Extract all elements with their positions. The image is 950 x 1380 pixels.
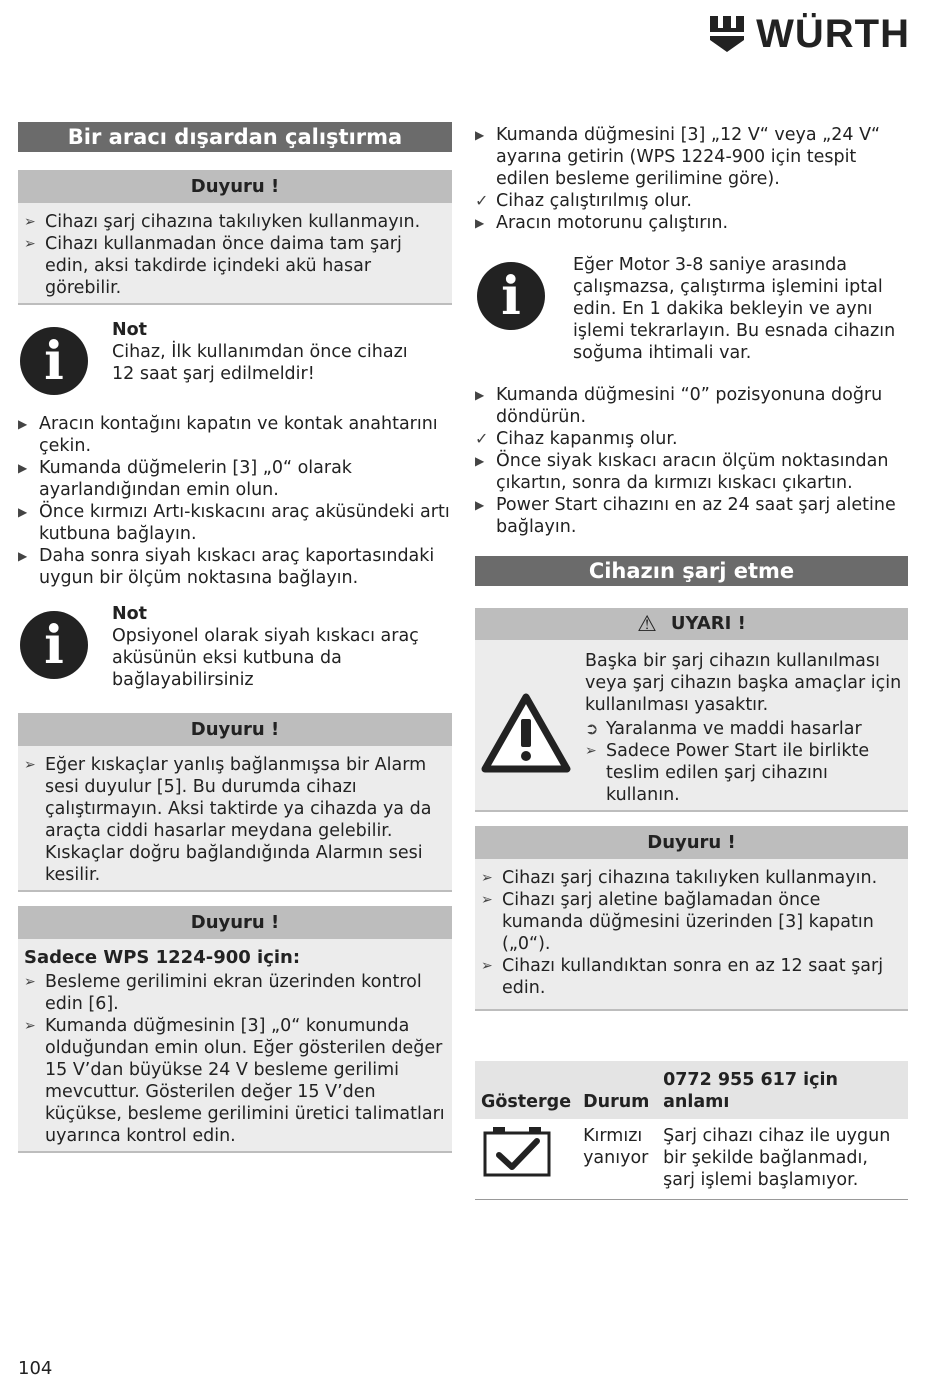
column-header: Durum bbox=[577, 1061, 657, 1119]
chevron-right-icon: ➢ bbox=[481, 892, 493, 908]
notice-item: ➢ Kumanda düğmesinin [3] „0“ konumunda olduğundan emin olun. Eğer gösterilen değer 15 V’dan büyükse 24 V besleme gerilimi mevcuttur. Gösterilen değer 15 V’den küçükse, besleme gerilimini üretici talimatları uyarınca kontrol edin. bbox=[24, 1016, 445, 1146]
section-title-external-start: Bir aracı dışardan çalıştırma bbox=[18, 122, 452, 152]
brand-name: WÜRTH bbox=[756, 12, 910, 56]
step-item: ▶ Power Start cihazını en az 24 saat şarj aletine bağlayın. bbox=[475, 495, 896, 537]
table-row bbox=[475, 1119, 908, 1200]
warning-icon: ⚠ bbox=[637, 612, 657, 637]
chevron-right-icon: ➢ bbox=[24, 1018, 36, 1034]
chevron-right-icon: ➢ bbox=[585, 743, 597, 759]
result-item: ✓ Cihaz çalıştırılmış olur. bbox=[475, 191, 692, 211]
notice-subtitle: Sadece WPS 1224-900 için: bbox=[24, 947, 301, 968]
step-item: ▶ Önce kırmızı Artı-kıskacını araç aküsündeki artı kutbuna bağlayın. bbox=[18, 502, 450, 544]
notice-title: Duyuru ! bbox=[18, 170, 452, 203]
notice-body bbox=[475, 859, 908, 1011]
step-item: ▶ Kumanda düğmesini [3] „12 V“ veya „24 V“ ayarına getirin (WPS 1224-900 için tespit edilen besleme gerilimine göre). bbox=[475, 125, 881, 189]
notice-item: ➢ Cihazı kullanmadan önce daima tam şarj edin, aksi takdirde içindeki akü hasar görebilir. bbox=[24, 234, 402, 298]
triangle-right-icon: ▶ bbox=[475, 128, 485, 142]
notice-title: Duyuru ! bbox=[18, 906, 452, 939]
steps-list bbox=[475, 124, 908, 234]
step-item: ▶ Aracın kontağını kapatın ve kontak anahtarını çekin. bbox=[18, 414, 438, 456]
triangle-right-icon: ▶ bbox=[18, 549, 28, 563]
battery-check-icon bbox=[481, 1125, 553, 1179]
arrow-right-icon: ➲ bbox=[585, 719, 599, 738]
column-header: Gösterge bbox=[475, 1061, 577, 1119]
notice-title: Duyuru ! bbox=[18, 713, 452, 746]
step-item: ▶ Aracın motorunu çalıştırın. bbox=[475, 213, 729, 233]
note-title: Not bbox=[112, 604, 148, 624]
chevron-right-icon: ➢ bbox=[481, 958, 493, 974]
warning-consequence: ➲ Yaralanma ve maddi hasarlar bbox=[585, 719, 862, 739]
notice-item: ➢ Eğer kıskaçlar yanlış bağlanmışsa bir Alarm sesi duyulur [5]. Bu durumda cihazı çalıştırmayın. Aksi taktirde ya cihazda ya da araçta ciddi hasarlar meydana gelebilir. Kıskaçlar doğru bağlandığında Alarmın sesi kesilir. bbox=[24, 755, 432, 885]
column-header: 0772 955 617 için anlamı bbox=[657, 1061, 908, 1119]
triangle-right-icon: ▶ bbox=[18, 417, 28, 431]
right-column bbox=[475, 124, 908, 1200]
indicator-cell bbox=[475, 1119, 577, 1200]
info-icon: i bbox=[477, 262, 545, 330]
notice-body bbox=[18, 203, 452, 305]
steps-list bbox=[475, 384, 908, 538]
triangle-right-icon: ▶ bbox=[475, 454, 485, 468]
note-text: Eğer Motor 3-8 saniye arasında çalışmazsa, çalıştırma işlemini iptal edin. En 1 dakika bekleyin ve aynı işlemi tekrarlayın. Bu esnada cihazın soğuma ihtimali var. bbox=[573, 255, 896, 363]
wurth-emblem-icon bbox=[708, 14, 746, 54]
notice-body bbox=[18, 939, 452, 1153]
notice-item: ➢ Cihazı kullandıktan sonra en az 12 saat şarj edin. bbox=[481, 956, 884, 998]
note-block-2 bbox=[18, 603, 452, 691]
notice-item: ➢ Besleme gerilimini ekran üzerinden kontrol edin [6]. bbox=[24, 972, 422, 1014]
info-note bbox=[475, 254, 908, 364]
notice-body bbox=[18, 746, 452, 892]
check-icon: ✓ bbox=[475, 191, 489, 210]
step-item: ▶ Kumanda düğmesini “0” pozisyonuna doğru döndürün. bbox=[475, 385, 883, 427]
notice-item: ➢ Cihazı şarj cihazına takılıyken kullanmayın. bbox=[24, 212, 421, 232]
step-item: ▶ Kumanda düğmelerin [3] „0“ olarak ayarlandığından emin olun. bbox=[18, 458, 352, 500]
left-column bbox=[18, 122, 452, 1153]
warning-action: ➢ Sadece Power Start ile birlikte teslim edilen şarj cihazını kullanın. bbox=[585, 741, 870, 805]
check-icon: ✓ bbox=[475, 429, 489, 448]
triangle-right-icon: ▶ bbox=[475, 388, 485, 402]
wurth-logo bbox=[708, 14, 910, 54]
meaning-cell: Şarj cihazı cihaz ile uygun bir şekilde bağlanmadı, şarj işlemi başlamıyor. bbox=[657, 1119, 908, 1200]
note-text: Cihaz, İlk kullanımdan önce cihazı 12 saat şarj edilmeldir! bbox=[112, 342, 408, 384]
note-title: Not bbox=[112, 320, 148, 340]
notice-box-3 bbox=[18, 906, 452, 1153]
warning-text: Başka bir şarj cihazın kullanılması veya şarj cihazın başka amaçlar için kullanılması yasaktır. bbox=[585, 651, 902, 715]
chevron-right-icon: ➢ bbox=[24, 214, 36, 230]
warning-box bbox=[475, 608, 908, 812]
result-item: ✓ Cihaz kapanmış olur. bbox=[475, 429, 678, 449]
notice-box-charging bbox=[475, 826, 908, 1011]
triangle-right-icon: ▶ bbox=[18, 461, 28, 475]
info-icon: i bbox=[20, 611, 88, 679]
notice-item: ➢ Cihazı şarj aletine bağlamadan önce kumanda düğmesini üzerinden [3] kapatın („0“). bbox=[481, 890, 874, 954]
step-item: ▶ Önce siyak kıskacı aracın ölçüm noktasından çıkartın, sonra da kırmızı kıskacı çıkartın. bbox=[475, 451, 889, 493]
step-item: ▶ Daha sonra siyah kıskacı araç kaportasındaki uygun bir ölçüm noktasına bağlayın. bbox=[18, 546, 435, 588]
info-icon: i bbox=[20, 327, 88, 395]
note-block-1 bbox=[18, 319, 452, 395]
indicator-table bbox=[475, 1061, 908, 1200]
notice-title: Duyuru ! bbox=[475, 826, 908, 859]
status-cell: Kırmızı yanıyor bbox=[577, 1119, 657, 1200]
triangle-right-icon: ▶ bbox=[475, 498, 485, 512]
triangle-right-icon: ▶ bbox=[475, 216, 485, 230]
notice-box-1 bbox=[18, 170, 452, 305]
chevron-right-icon: ➢ bbox=[24, 757, 36, 773]
chevron-right-icon: ➢ bbox=[481, 870, 493, 886]
warning-triangle-icon bbox=[481, 660, 571, 806]
warning-header: ⚠ UYARI ! bbox=[475, 608, 908, 640]
warning-body bbox=[475, 640, 908, 812]
chevron-right-icon: ➢ bbox=[24, 974, 36, 990]
triangle-right-icon: ▶ bbox=[18, 505, 28, 519]
chevron-right-icon: ➢ bbox=[24, 236, 36, 252]
notice-box-2 bbox=[18, 713, 452, 892]
page-number: 104 bbox=[18, 1358, 53, 1379]
section-title-charging: Cihazın şarj etme bbox=[475, 556, 908, 586]
steps-list bbox=[18, 413, 452, 589]
notice-item: ➢ Cihazı şarj cihazına takılıyken kullanmayın. bbox=[481, 868, 878, 888]
note-text: Opsiyonel olarak siyah kıskacı araç aküsünün eksi kutbuna da bağlayabilirsiniz bbox=[112, 626, 419, 690]
